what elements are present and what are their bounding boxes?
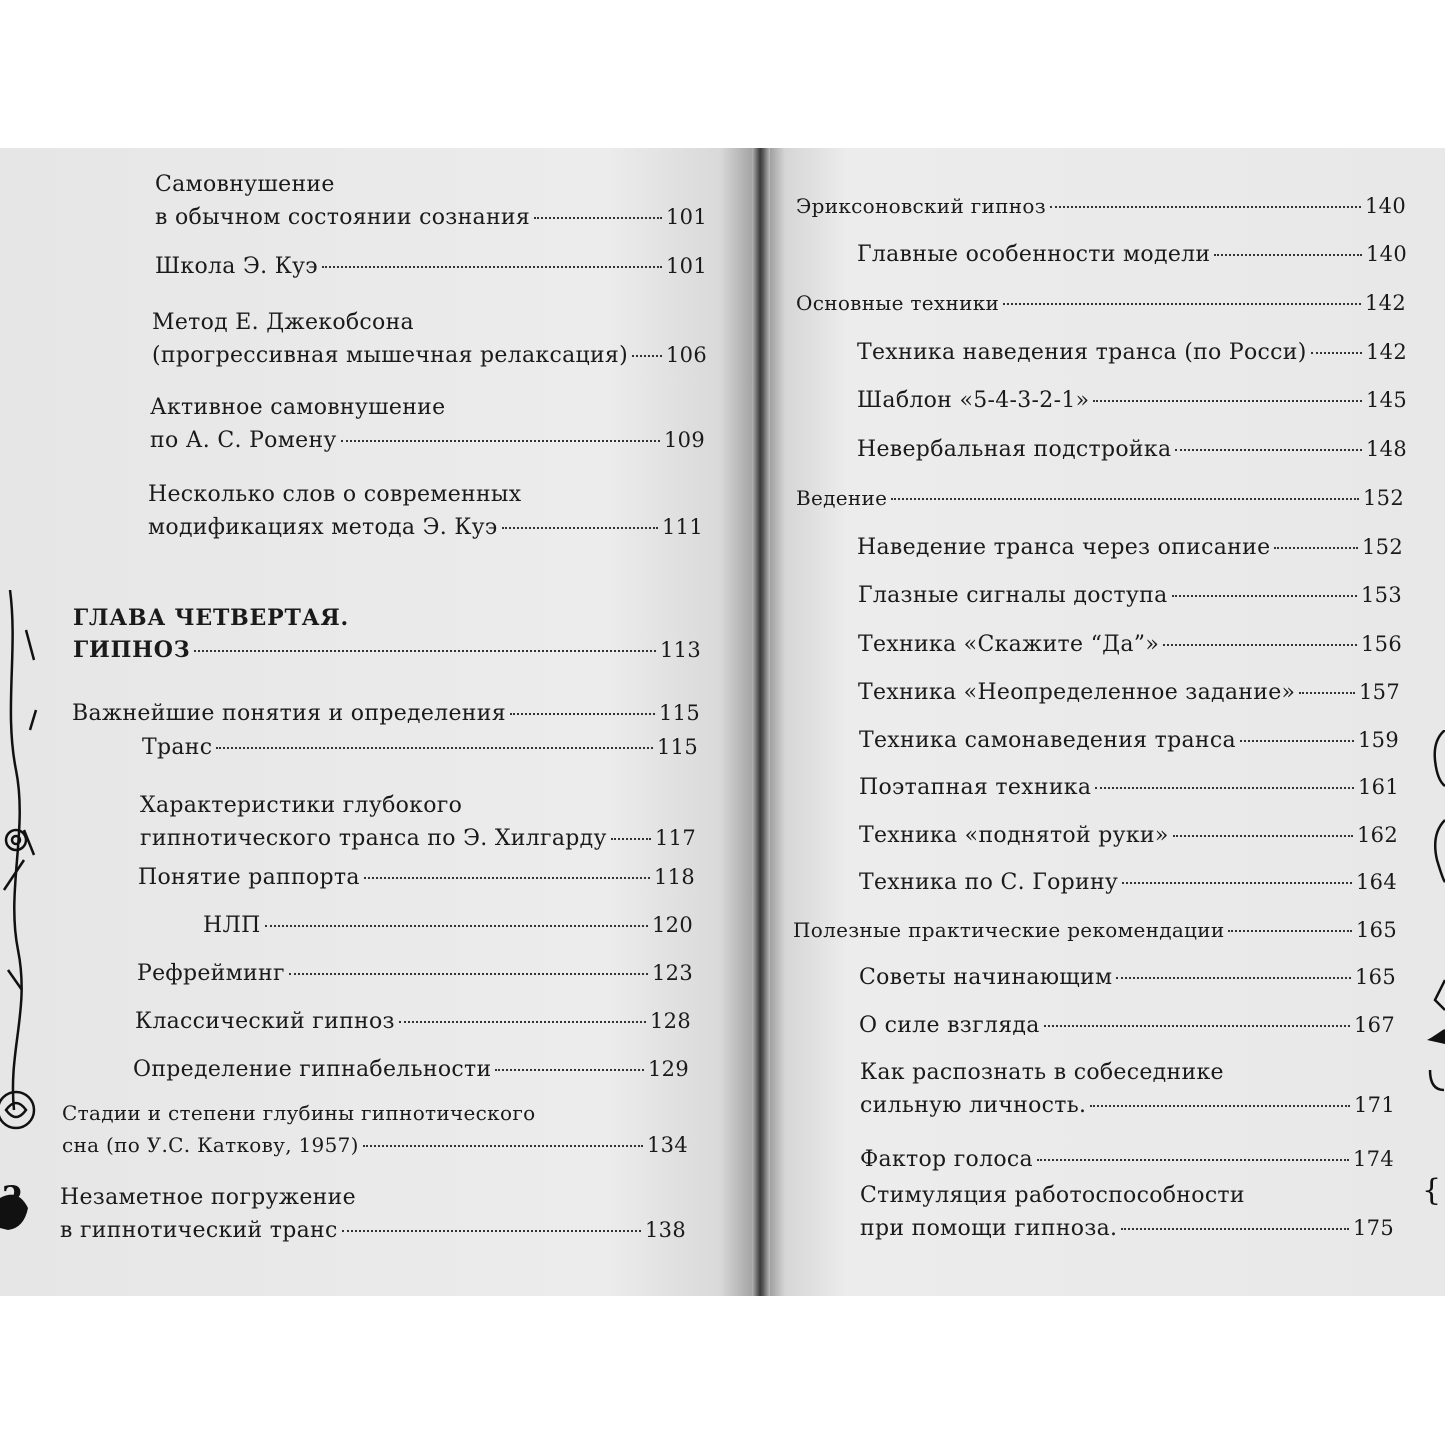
toc-entry-title-line: Активное самовнушение <box>150 395 446 420</box>
toc-entry-title: при помощи гипноза. <box>860 1216 1118 1241</box>
dot-leader <box>194 650 656 652</box>
left-margin-ornament-icon <box>0 590 46 1250</box>
dot-leader <box>363 1145 643 1147</box>
toc-entry-title-line: ГЛАВА ЧЕТВЕРТАЯ. <box>73 605 350 631</box>
dot-leader <box>341 440 660 442</box>
toc-page-number: 165 <box>1355 965 1396 989</box>
toc-page-number: 101 <box>666 205 707 229</box>
dot-leader <box>502 527 658 529</box>
dot-leader <box>611 838 651 840</box>
toc-entry <box>859 1009 1395 1042</box>
toc-page-number: 106 <box>666 343 707 367</box>
dot-leader <box>1299 692 1355 694</box>
dot-leader <box>399 1021 646 1023</box>
toc-page-number: 152 <box>1362 535 1403 559</box>
toc-page-number: 161 <box>1358 775 1399 799</box>
toc-entry <box>138 861 695 894</box>
toc-entry-title: Понятие раппорта <box>138 865 360 890</box>
dot-leader <box>1121 1228 1349 1230</box>
toc-entry <box>72 697 700 730</box>
toc-entry-title: Техника самонаведения транса <box>859 728 1236 753</box>
toc-entry-title: модификациях метода Э. Куэ <box>148 515 498 540</box>
toc-entry-title: НЛП <box>203 913 261 938</box>
dot-leader <box>289 973 648 975</box>
toc-page-number: 145 <box>1366 388 1407 412</box>
toc-entry-title: Техника «Неопределенное задание» <box>858 680 1296 705</box>
toc-entry-title: Глазные сигналы доступа <box>858 583 1168 608</box>
right-margin-ornament-icon <box>1418 730 1445 1290</box>
toc-entry-title: в обычном состоянии сознания <box>155 205 531 230</box>
toc-entry <box>140 790 696 855</box>
toc-page-number: 128 <box>650 1009 691 1033</box>
dot-leader <box>1175 449 1362 451</box>
toc-entry-title-line: Как распознать в собеседнике <box>860 1060 1224 1085</box>
toc-entry-title-line: Незаметное погружение <box>60 1185 356 1210</box>
toc-entry-title: Основные техники <box>796 291 1000 315</box>
toc-entry-title-line: Стадии и степени глубины гипнотического <box>62 1101 536 1125</box>
toc-entry <box>133 1053 689 1086</box>
dot-leader <box>216 747 653 749</box>
toc-page-number: 171 <box>1354 1093 1395 1117</box>
toc-page-number: 138 <box>645 1218 686 1242</box>
toc-entry <box>60 1182 686 1247</box>
toc-page-number: 156 <box>1361 632 1402 656</box>
toc-entry <box>135 1005 691 1038</box>
toc-entry-title: Техника наведения транса (по Росси) <box>857 340 1307 365</box>
svg-text:?: ? <box>2 1179 22 1219</box>
toc-page-number: 175 <box>1353 1216 1394 1240</box>
toc-entry <box>857 433 1407 466</box>
toc-page-number: 153 <box>1361 583 1402 607</box>
toc-entry <box>796 287 1406 319</box>
toc-page-number: 142 <box>1366 340 1407 364</box>
toc-entry-title: Ведение <box>796 486 888 510</box>
dot-leader <box>891 498 1359 500</box>
toc-page-number: 157 <box>1359 680 1400 704</box>
toc-entry-title-line: Несколько слов о современных <box>148 482 522 507</box>
dot-leader <box>1122 882 1352 884</box>
dot-leader <box>495 1069 644 1071</box>
toc-entry-title-line: Метод Е. Джекобсона <box>152 310 414 335</box>
toc-page-number: 167 <box>1354 1013 1395 1037</box>
right-page <box>765 148 1445 1296</box>
toc-entry-title: Школа Э. Куэ <box>155 254 318 279</box>
dot-leader <box>342 1230 641 1232</box>
toc-entry <box>857 531 1403 564</box>
toc-entry-title: Эриксоновский гипноз <box>796 194 1046 218</box>
toc-entry-title: сильную личность. <box>860 1093 1087 1118</box>
toc-entry-title: Невербальная подстройка <box>857 437 1172 462</box>
dot-leader <box>1090 1105 1350 1107</box>
dot-leader <box>1240 740 1354 742</box>
toc-entry-title: Транс <box>142 735 213 760</box>
dot-leader <box>265 925 648 927</box>
toc-page-number: 164 <box>1356 870 1397 894</box>
toc-entry <box>858 579 1402 612</box>
dot-leader <box>510 713 655 715</box>
dot-leader <box>1050 206 1361 208</box>
toc-entry-title: Техника «поднятой руки» <box>859 823 1169 848</box>
toc-entry <box>137 957 693 990</box>
dot-leader <box>1214 254 1362 256</box>
toc-page-number: 111 <box>662 515 703 539</box>
toc-entry <box>148 479 703 544</box>
toc-entry <box>860 1143 1394 1176</box>
toc-page-number: 113 <box>660 638 701 662</box>
toc-entry <box>860 1057 1395 1122</box>
toc-page-number: 115 <box>659 701 700 725</box>
toc-entry <box>858 676 1400 709</box>
toc-entry <box>857 384 1407 417</box>
toc-entry <box>793 914 1397 946</box>
toc-entry-title: Фактор голоса <box>860 1147 1033 1172</box>
toc-entry <box>155 169 707 234</box>
toc-entry-title: сна (по У.С. Каткову, 1957) <box>62 1133 359 1157</box>
toc-entry-title: гипнотического транса по Э. Хилгарду <box>140 826 607 851</box>
toc-entry <box>860 1180 1394 1245</box>
toc-entry-title: Классический гипноз <box>135 1009 395 1034</box>
toc-page-number: 134 <box>647 1133 688 1157</box>
toc-entry-title: ГИПНОЗ <box>73 637 191 663</box>
toc-entry <box>152 307 707 372</box>
toc-entry-title: Техника по С. Горину <box>859 870 1119 895</box>
toc-entry <box>857 336 1407 369</box>
toc-page-number: 101 <box>666 254 707 278</box>
dot-leader <box>1003 303 1361 305</box>
toc-page-number: 159 <box>1358 728 1399 752</box>
dot-leader <box>1311 352 1362 354</box>
toc-entry <box>155 250 707 283</box>
dot-leader <box>632 355 662 357</box>
toc-page-number: 140 <box>1366 242 1407 266</box>
toc-entry-title: Главные особенности модели <box>857 242 1211 267</box>
dot-leader <box>1274 547 1358 549</box>
dot-leader <box>1095 787 1354 789</box>
book-spine-gutter <box>752 148 770 1296</box>
dot-leader <box>1163 644 1357 646</box>
toc-entry-title-line: Характеристики глубокого <box>140 793 463 818</box>
svg-text:{: { <box>1422 1173 1442 1208</box>
toc-entry-title: Определение гипнабельности <box>133 1057 492 1082</box>
toc-entry-title: Техника «Скажите “Да”» <box>858 632 1160 657</box>
toc-page-number: 165 <box>1356 918 1397 942</box>
toc-page-number: 123 <box>652 961 693 985</box>
toc-page-number: 152 <box>1363 486 1404 510</box>
toc-entry-title: Советы начинающим <box>859 965 1113 990</box>
dot-leader <box>1228 930 1352 932</box>
toc-page-number: 120 <box>652 913 693 937</box>
toc-entry-title: Шаблон «5-4-3-2-1» <box>857 388 1090 413</box>
toc-entry-title: по А. С. Ромену <box>150 428 337 453</box>
toc-entry <box>73 602 701 666</box>
toc-entry <box>62 1097 688 1161</box>
toc-entry <box>859 724 1399 757</box>
toc-page-number: 109 <box>664 428 705 452</box>
toc-entry <box>796 190 1406 222</box>
toc-page-number: 140 <box>1365 194 1406 218</box>
toc-entry <box>796 482 1404 514</box>
toc-entry-title: Важнейшие понятия и определения <box>72 701 506 726</box>
toc-entry <box>859 961 1396 994</box>
toc-entry-title: в гипнотический транс <box>60 1218 338 1243</box>
toc-entry <box>858 628 1402 661</box>
toc-entry <box>203 909 693 942</box>
toc-entry <box>859 819 1398 852</box>
dot-leader <box>1172 595 1357 597</box>
toc-entry-title: Полезные практические рекомендации <box>793 918 1225 942</box>
dot-leader <box>1044 1025 1350 1027</box>
dot-leader <box>1173 835 1353 837</box>
toc-page-number: 129 <box>648 1057 689 1081</box>
toc-entry <box>859 771 1399 804</box>
toc-entry <box>142 731 698 764</box>
toc-entry <box>859 866 1397 899</box>
toc-entry-title: Поэтапная техника <box>859 775 1092 800</box>
dot-leader <box>1093 400 1362 402</box>
dot-leader <box>1037 1159 1349 1161</box>
dot-leader <box>1116 977 1351 979</box>
dot-leader <box>322 266 662 268</box>
toc-entry-title-line: Самовнушение <box>155 172 335 197</box>
toc-entry-title: Рефрейминг <box>137 961 285 986</box>
toc-page-number: 115 <box>657 735 698 759</box>
toc-page-number: 148 <box>1366 437 1407 461</box>
toc-page-number: 117 <box>655 826 696 850</box>
toc-entry-title-line: Стимуляция работоспособности <box>860 1183 1245 1208</box>
toc-page-number: 118 <box>654 865 695 889</box>
toc-entry-title: Наведение транса через описание <box>857 535 1271 560</box>
dot-leader <box>534 217 662 219</box>
toc-page-number: 174 <box>1353 1147 1394 1171</box>
toc-page-number: 142 <box>1365 291 1406 315</box>
toc-entry-title: (прогрессивная мышечная релаксация) <box>152 343 628 368</box>
toc-entry <box>857 238 1407 271</box>
toc-entry <box>150 392 705 457</box>
dot-leader <box>364 877 650 879</box>
toc-page-number: 162 <box>1357 823 1398 847</box>
toc-entry-title: О силе взгляда <box>859 1013 1040 1038</box>
